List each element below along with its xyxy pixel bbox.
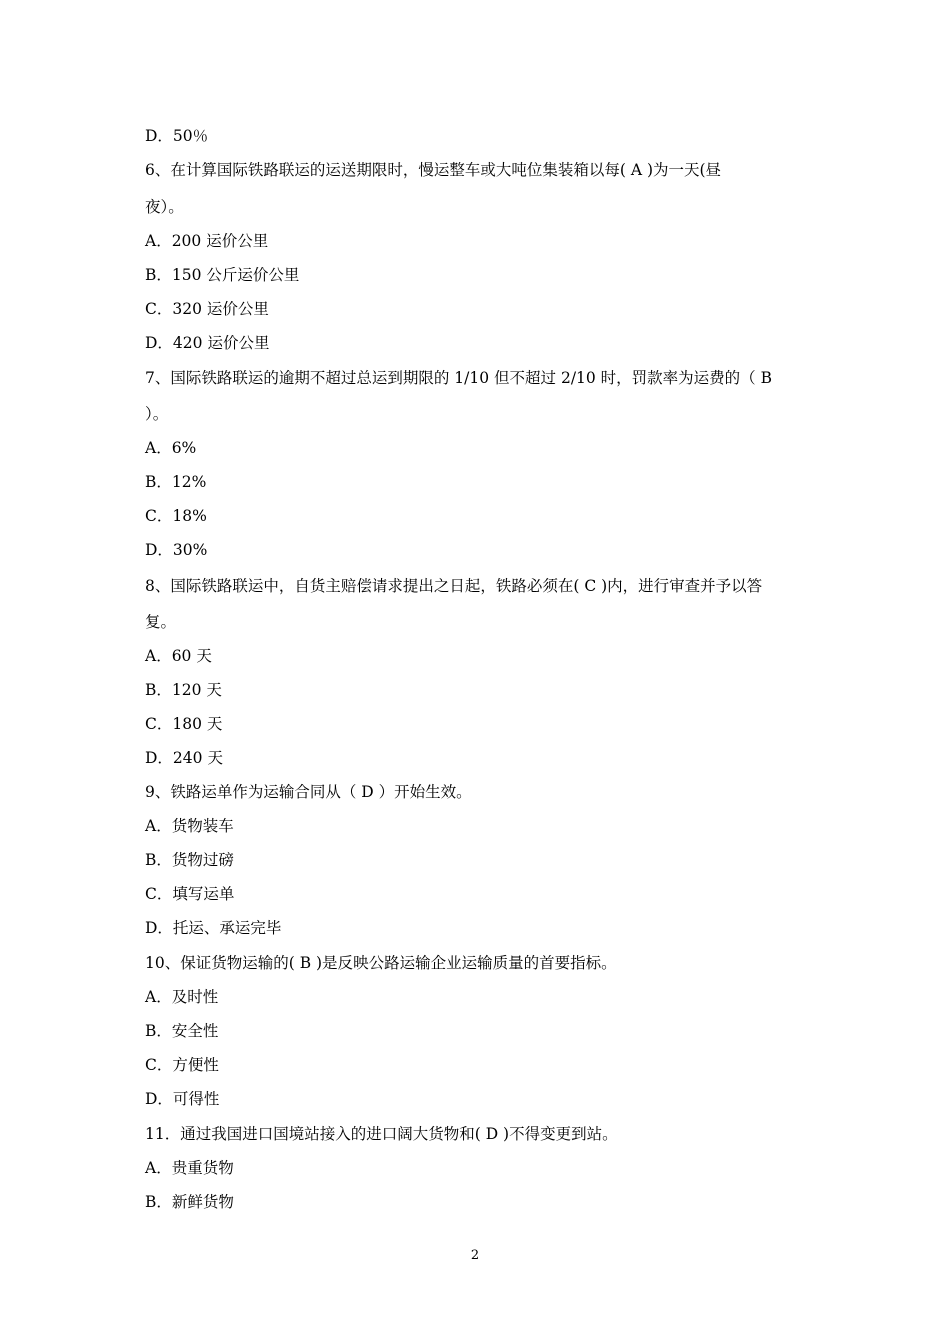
option-b: B．150 公斤运价公里 [145,266,300,284]
question-7-line1: 7、国际铁路联运的逾期不超过总运到期限的 1/10 但不超过 2/10 时，罚款率为运费的（ B [145,369,773,387]
option-c: C．18% [145,507,207,525]
question-6-line1: 6、在计算国际铁路联运的运送期限时，慢运整车或大吨位集装箱以每( A )为一天(昼 [145,161,722,179]
option-d: D．30% [145,541,208,559]
option-c: C．180 天 [145,715,223,733]
question-10: 10、保证货物运输的( B )是反映公路运输企业运输质量的首要指标。 [145,954,617,972]
option-c: C．方便性 [145,1056,219,1074]
question-11: 11．通过我国进口国境站接入的进口阔大货物和( D )不得变更到站。 [145,1125,618,1143]
question-7-line2: ）。 [145,405,169,423]
option-d: D．420 运价公里 [145,334,270,352]
option-c: C．填写运单 [145,885,235,903]
option-b: B．安全性 [145,1022,219,1040]
option-a: A．及时性 [145,988,219,1006]
option-d-prev: D．50％ [145,127,209,145]
option-a: A．贵重货物 [145,1159,234,1177]
option-d: D．托运、承运完毕 [145,919,282,937]
option-b: B．货物过磅 [145,851,234,869]
option-d: D．240 天 [145,749,223,767]
option-a: A．60 天 [145,647,212,665]
option-d: D．可得性 [145,1090,220,1108]
option-c: C．320 运价公里 [145,300,269,318]
question-6-line2: 夜）。 [145,198,184,216]
option-b: B．120 天 [145,681,222,699]
question-8-line1: 8、国际铁路联运中，自货主赔偿请求提出之日起，铁路必须在( C )内，进行审查并予以答 [145,577,763,595]
page-number: 2 [470,1248,480,1263]
option-a: A．货物装车 [145,817,234,835]
option-b: B．12% [145,473,207,491]
option-b: B．新鲜货物 [145,1193,234,1211]
option-a: A．6% [145,439,197,457]
question-8-line2: 复。 [145,613,177,631]
option-a: A．200 运价公里 [145,232,269,250]
question-9: 9、铁路运单作为运输合同从（ D ）开始生效。 [145,783,472,801]
